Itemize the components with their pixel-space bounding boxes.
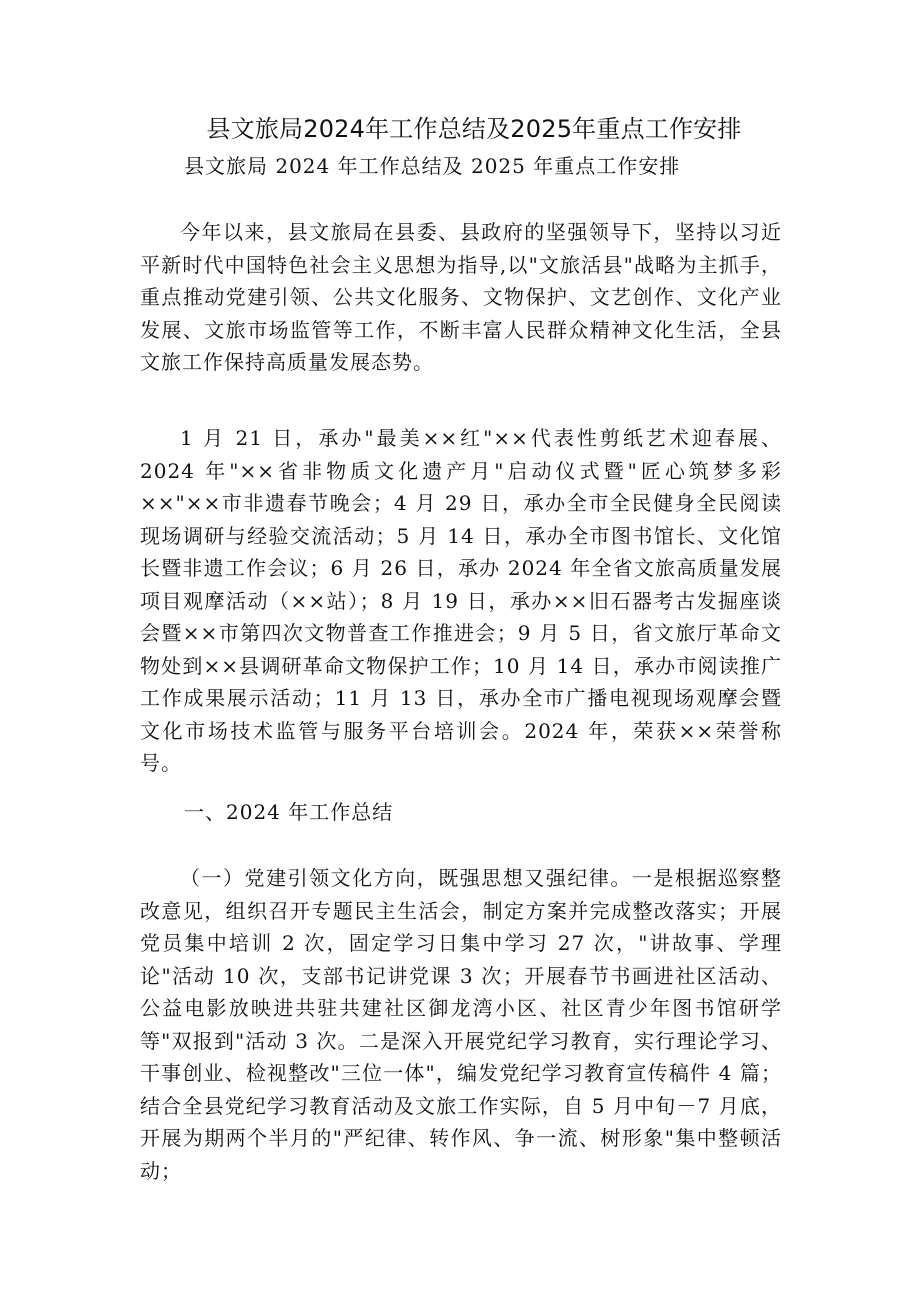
events-paragraph: 1 月 21 日，承办"最美××红"××代表性剪纸艺术迎春展、2024 年"××省非物质文化遗产月"启动仪式暨"匠心筑梦多彩××"××市非遗春节晚会；4 月 29 日，承办全市全民健身全民阅读现场调研与经验交流活动；5 月 14 日，承办全市图书馆长、文化馆长暨非遗工作会议；6 月 26 日，承办 2024 年全省文旅高质量发展项目观摩活动（××站）；8 月 19 日，承办××旧石器考古发掘座谈会暨××市第四次文物普查工作推进会；9 月 5 日，省文旅厅革命文物处到××县调研革命文物保护工作；10 月 14 日，承办市阅读推广工作成果展示活动；11 月 13 日，承办全市广播电视现场观摩会暨文化市场技术监管与服务平台培训会。2024 年，荣获××荣誉称号。 xyxy=(140,426,782,775)
section-heading: 一、2024 年工作总结 xyxy=(184,800,394,824)
document-subtitle: 县文旅局 2024 年工作总结及 2025 年重点工作安排 xyxy=(184,154,681,178)
intro-paragraph: 今年以来，县文旅局在县委、县政府的坚强领导下，坚持以习近平新时代中国特色社会主义思想为指导,以"文旅活县"战略为主抓手，重点推动党建引领、公共文化服务、文物保护、文艺创作、文化产业发展、文旅市场监管等工作，不断丰富人民群众精神文化生活，全县文旅工作保持高质量发展态势。 xyxy=(140,220,782,374)
document-title: 县文旅局2024年工作总结及2025年重点工作安排 xyxy=(206,115,742,143)
section-paragraph: （一）党建引领文化方向，既强思想又强纪律。一是根据巡察整改意见，组织召开专题民主生活会，制定方案并完成整改落实；开展党员集中培训 2 次，固定学习日集中学习 27 次，"讲故事、学理论"活动 10 次，支部书记讲党课 3 次；开展春节书画进社区活动、公益电影放映进共驻共建社区御龙湾小区、社区青少年图书馆研学等"双报到"活动 3 次。二是深入开展党纪学习教育，实行理论学习、干事创业、检视整改"三位一体"，编发党纪学习教育宣传稿件 4 篇；结合全县党纪学习教育活动及文旅工作实际，自 5 月中旬－7 月底，开展为期两个半月的"严纪律、转作风、争一流、树形象"集中整顿活动； xyxy=(140,866,782,1183)
